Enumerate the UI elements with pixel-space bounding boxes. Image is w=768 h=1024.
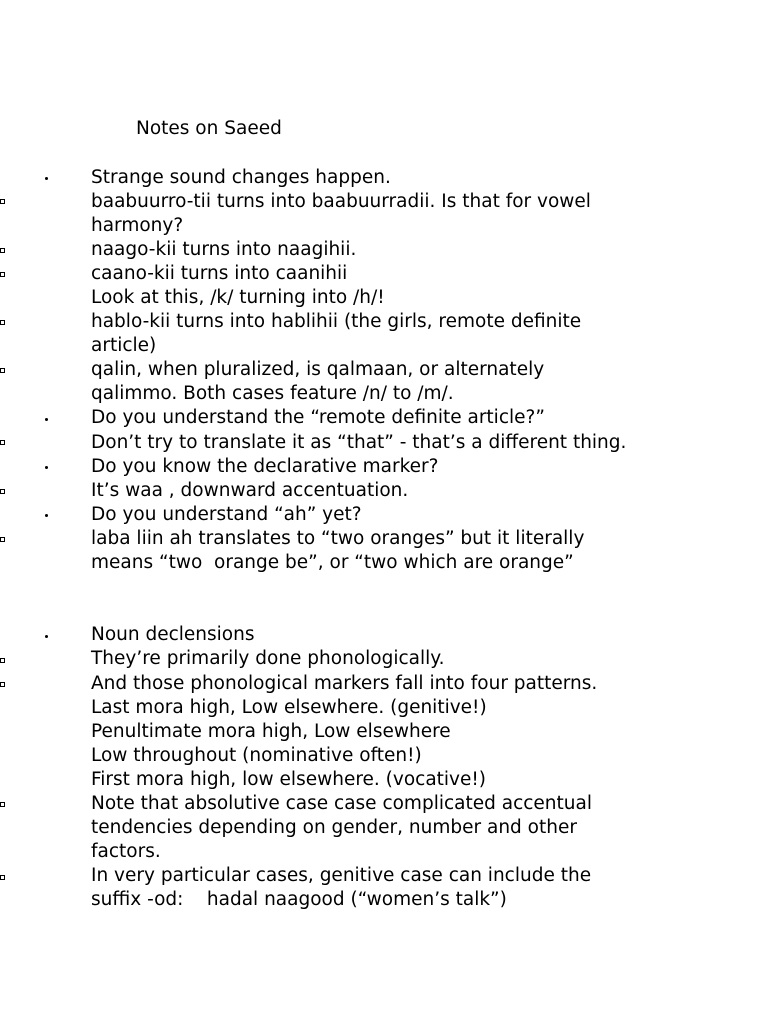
text-line: Note that absolutive case case complicated accentual [91,793,592,814]
text-line: caano-kii turns into caanihii [91,263,348,284]
text-line: Noun declensions [91,624,255,645]
bullet-square [0,875,5,880]
bullet-dot [44,176,50,182]
text-line: qalin, when pluralized, is qalmaan, or alternately [91,359,545,380]
text-line: Do you know the declarative marker? [91,456,439,477]
page-title: Notes on Saeed [136,118,282,139]
bullet-dot [44,417,50,423]
bullet-square [0,537,5,542]
text-line: qalimmo. Both cases feature /n/ to /m/. [91,383,454,404]
bullet-square [0,489,5,494]
bullet-square [0,682,5,687]
bullet-square [0,272,5,277]
text-line: And those phonological markers fall into four patterns. [91,673,598,694]
text-line: First mora high, low elsewhere. (vocative!) [91,769,487,790]
bullet-square [0,802,5,807]
text-line: Don’t try to translate it as “that” - that’s a different thing. [91,432,627,453]
text-line: It’s waa , downward accentuation. [91,480,409,501]
text-line: Strange sound changes happen. [91,167,391,188]
text-line: Penultimate mora high, Low elsewhere [91,721,451,742]
text-line: They’re primarily done phonologically. [91,648,445,669]
text-line: tendencies depending on gender, number and other [91,817,577,838]
text-line: Last mora high, Low elsewhere. (genitive!) [91,697,487,718]
text-line: In very particular cases, genitive case can include the [91,865,592,886]
text-line: Do you understand the “remote definite article?” [91,407,545,428]
text-line: Do you understand “ah” yet? [91,504,362,525]
text-line: article) [91,335,157,356]
text-line: baabuurro-tii turns into baabuurradii. Is that for vowel [91,191,591,212]
bullet-dot [44,513,50,519]
text-line: naago-kii turns into naagihii. [91,239,357,260]
text-line: Look at this, /k/ turning into /h/! [91,287,385,308]
bullet-dot [44,465,50,471]
bullet-square [0,658,5,663]
bullet-square [0,320,5,325]
bullet-square [0,199,5,204]
text-line: suffix -od: hadal naagood (“women’s talk”) [91,889,507,910]
text-line: factors. [91,841,161,862]
bullet-square [0,248,5,253]
text-line: harmony? [91,215,184,236]
bullet-square [0,368,5,373]
text-line: laba liin ah translates to “two oranges” but it literally [91,528,585,549]
bullet-dot [44,634,50,640]
bullet-square [0,440,5,445]
text-line: Low throughout (nominative often!) [91,745,422,766]
text-line: means “two orange be”, or “two which are orange” [91,552,574,573]
text-line: hablo-kii turns into hablihii (the girls, remote definite [91,311,582,332]
